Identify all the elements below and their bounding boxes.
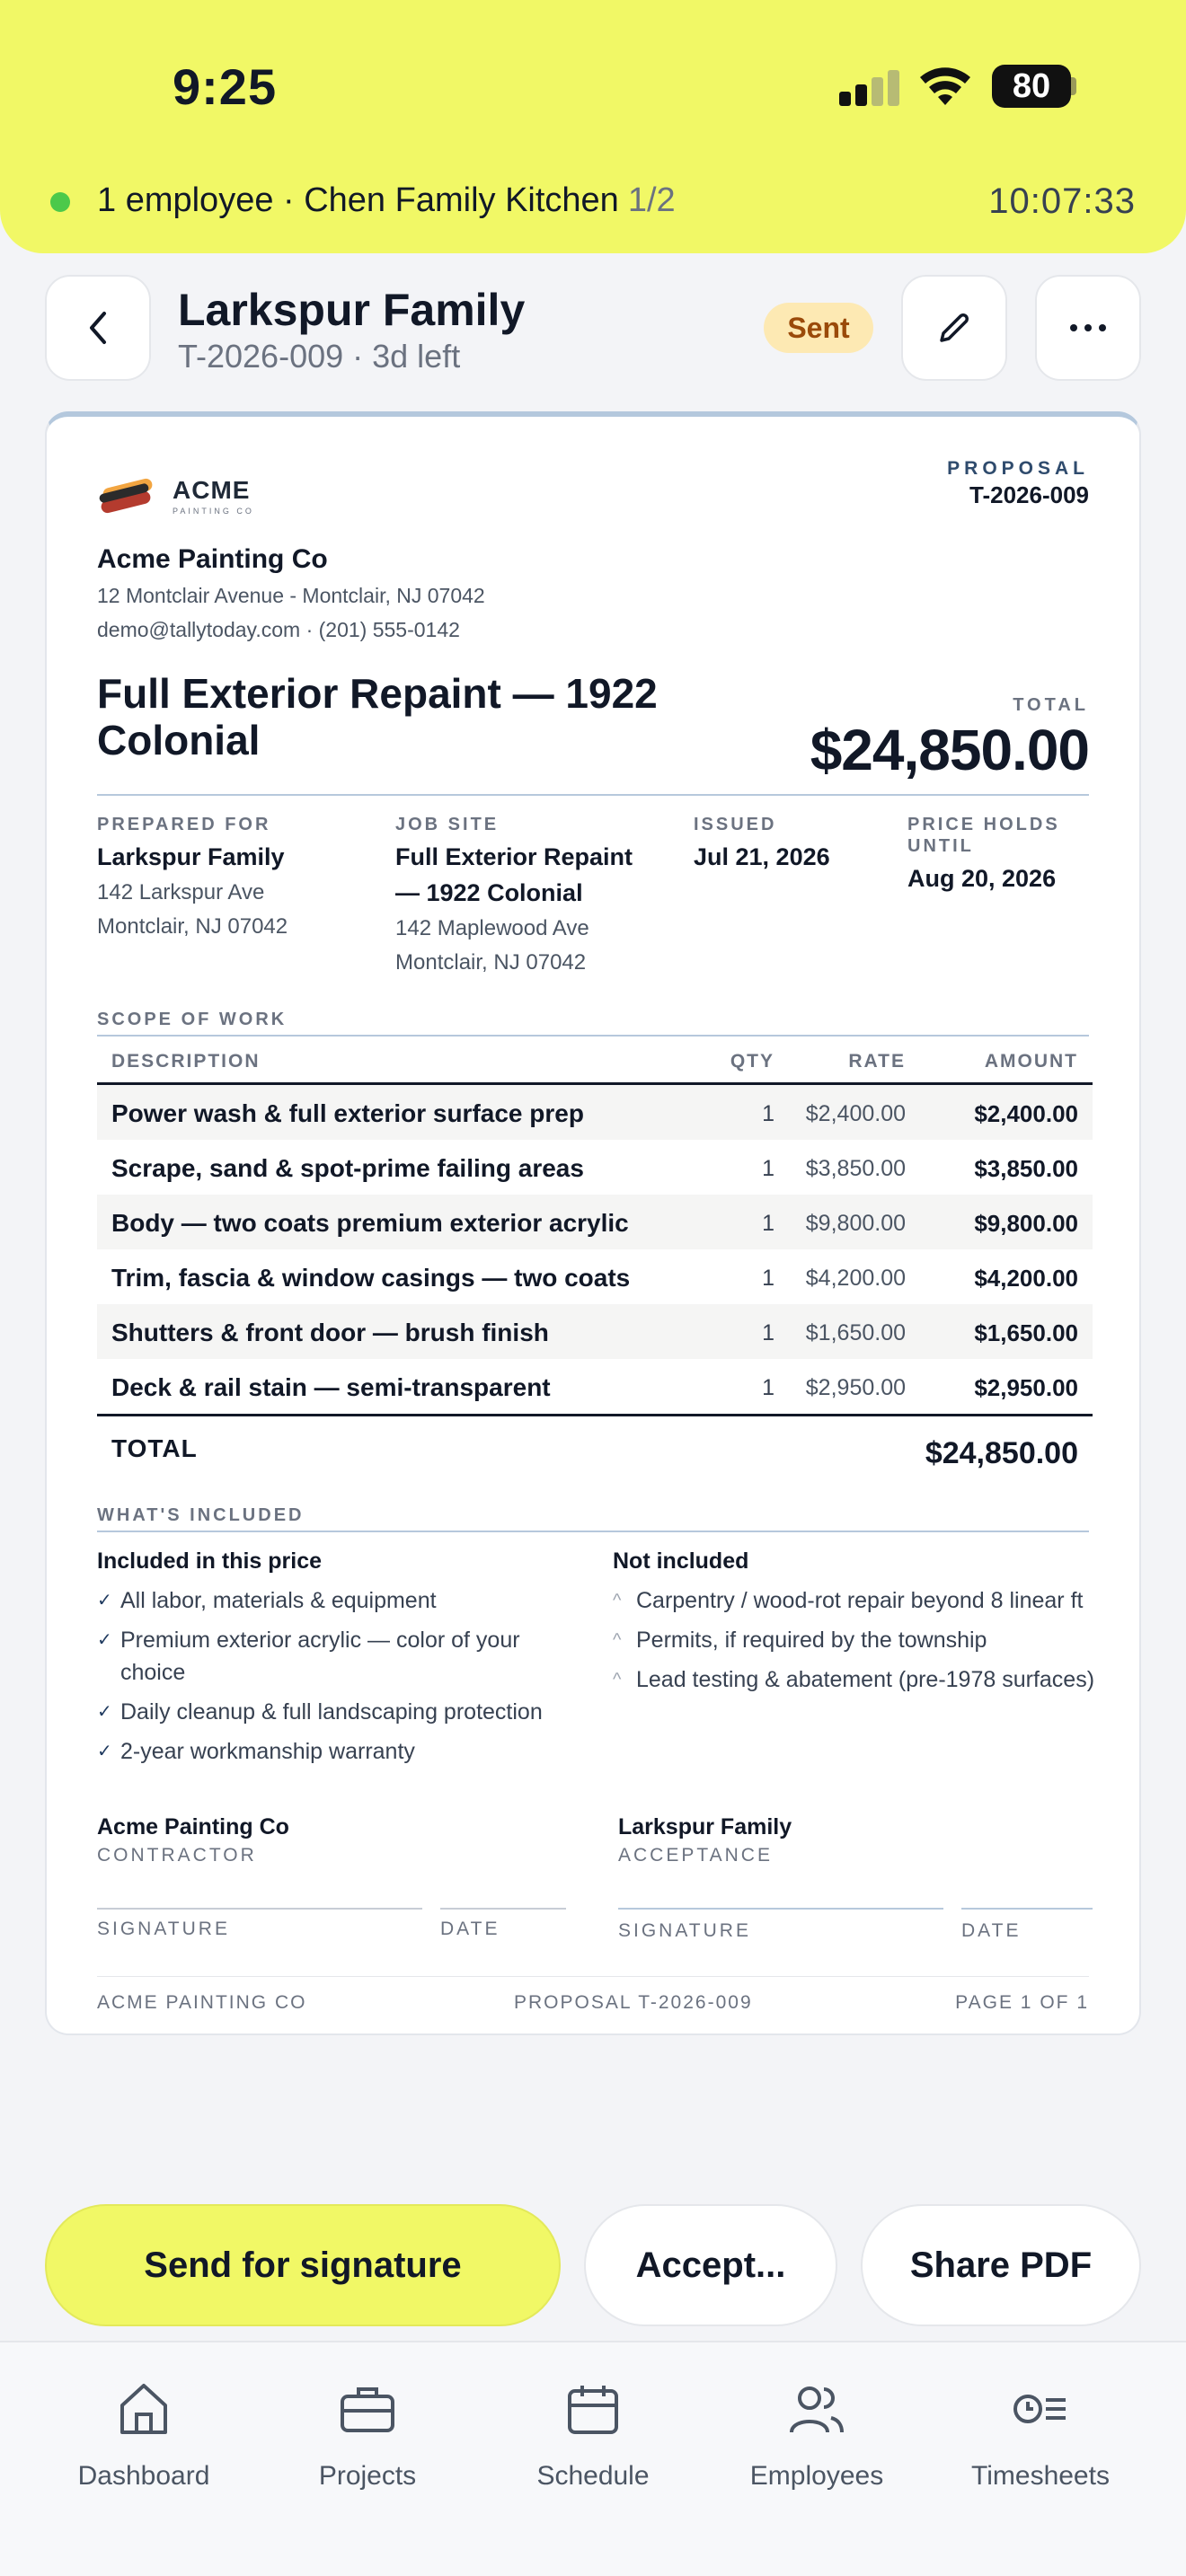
price-holds-date: Aug 20, 2026 xyxy=(907,865,1057,892)
company-name: Acme Painting Co xyxy=(97,544,328,574)
price-holds-label-line1: PRICE HOLDS xyxy=(907,815,1060,834)
row-amount: $4,200.00 xyxy=(974,1265,1078,1292)
job-title: Full Exterior Repaint — 1922 Colonial xyxy=(97,670,658,763)
prepared-for-address-line1: 142 Larkspur Ave xyxy=(97,880,265,904)
more-options-button[interactable] xyxy=(1035,275,1141,381)
row-rate: $2,950.00 xyxy=(805,1375,906,1400)
pencil-icon xyxy=(934,308,974,348)
row-description: Scrape, sand & spot-prime failing areas xyxy=(111,1154,584,1182)
column-header-rate: RATE xyxy=(848,1051,906,1072)
caret-icon: ^ xyxy=(613,1630,622,1650)
cellular-signal-icon xyxy=(839,70,902,106)
tab-employees[interactable] xyxy=(718,2373,916,2492)
footer-proposal: PROPOSAL T-2026-009 xyxy=(514,1992,753,2013)
brand-name: ACME xyxy=(173,476,251,504)
footer-divider xyxy=(97,1976,1089,1977)
proposal-document[interactable] xyxy=(45,411,1141,2035)
list-item xyxy=(613,1663,1098,1696)
row-qty: 1 xyxy=(762,1101,774,1126)
users-icon xyxy=(788,2382,845,2436)
tab-dashboard[interactable] xyxy=(45,2373,243,2492)
send-for-signature-button[interactable]: Send for signature xyxy=(45,2204,561,2326)
table-row xyxy=(97,1249,1093,1304)
client-signature-line[interactable] xyxy=(618,1908,943,1910)
divider xyxy=(97,1531,1089,1532)
contractor-date-label: DATE xyxy=(440,1919,500,1939)
calendar-icon xyxy=(566,2382,620,2436)
excluded-item-text: Carpentry / wood-rot repair beyond 8 linear ft xyxy=(636,1588,1084,1613)
edit-button[interactable] xyxy=(901,275,1007,381)
row-description: Power wash & full exterior surface prep xyxy=(111,1099,584,1127)
live-banner-page: 1/2 xyxy=(627,181,676,219)
total-amount: $24,850.00 xyxy=(810,718,1089,782)
table-row xyxy=(97,1304,1093,1359)
row-qty: 1 xyxy=(762,1375,774,1400)
included-item-text: Daily cleanup & full landscaping protection xyxy=(120,1699,543,1725)
job-site-address-line1: 142 Maplewood Ave xyxy=(395,916,589,940)
table-row xyxy=(97,1085,1093,1140)
job-site-label: JOB SITE xyxy=(395,815,500,834)
status-time: 9:25 xyxy=(173,58,278,115)
prepared-for-label: PREPARED FOR xyxy=(97,815,271,834)
row-amount: $1,650.00 xyxy=(974,1319,1078,1346)
issued-label: ISSUED xyxy=(694,815,777,834)
excluded-list xyxy=(613,1584,1098,1703)
contractor-date-line[interactable] xyxy=(440,1908,566,1910)
footer-company: ACME PAINTING CO xyxy=(97,1992,307,2013)
live-banner-text: 1 employee · Chen Family Kitchen xyxy=(97,181,619,219)
live-status-dot xyxy=(50,192,70,212)
row-description: Trim, fascia & window casings — two coats xyxy=(111,1264,631,1292)
table-header xyxy=(97,1037,1093,1085)
list-item xyxy=(97,1696,582,1728)
table-total-value: $24,850.00 xyxy=(925,1436,1078,1470)
row-qty: 1 xyxy=(762,1156,774,1181)
included-item-text: 2-year workmanship warranty xyxy=(120,1739,415,1764)
total-label: TOTAL xyxy=(1013,695,1089,715)
list-item xyxy=(613,1624,1098,1656)
row-description: Body — two coats premium exterior acrylic xyxy=(111,1209,629,1237)
page-title: Larkspur Family xyxy=(178,285,526,335)
column-header-description: DESCRIPTION xyxy=(111,1051,261,1072)
table-row xyxy=(97,1359,1093,1414)
status-badge: Sent xyxy=(764,303,873,353)
row-rate: $9,800.00 xyxy=(805,1211,906,1236)
caret-icon: ^ xyxy=(613,1591,622,1610)
list-item xyxy=(613,1584,1098,1617)
whats-included-label: WHAT'S INCLUDED xyxy=(97,1505,305,1525)
divider xyxy=(97,794,1089,796)
battery-tip xyxy=(1071,77,1076,95)
check-icon: ✓ xyxy=(97,1630,112,1650)
prepared-for-name: Larkspur Family xyxy=(97,843,285,870)
tab-projects[interactable] xyxy=(269,2373,466,2492)
caret-icon: ^ xyxy=(613,1670,622,1689)
excluded-item-text: Permits, if required by the township xyxy=(636,1628,987,1653)
column-header-amount: AMOUNT xyxy=(984,1051,1078,1072)
briefcase-icon xyxy=(339,2384,396,2434)
proposal-number: T-2026-009 xyxy=(969,481,1089,508)
client-role: ACCEPTANCE xyxy=(618,1845,773,1866)
scope-table xyxy=(97,1037,1093,1486)
list-item xyxy=(97,1584,582,1617)
job-site-name-line2: — 1922 Colonial xyxy=(395,879,583,906)
check-icon: ✓ xyxy=(97,1591,112,1610)
scope-of-work-label: SCOPE OF WORK xyxy=(97,1010,288,1029)
table-row xyxy=(97,1140,1093,1195)
job-site-name-line1: Full Exterior Repaint xyxy=(395,843,633,870)
table-total-label: TOTAL xyxy=(111,1434,198,1462)
chevron-left-icon xyxy=(83,308,113,348)
row-amount: $2,950.00 xyxy=(974,1374,1078,1401)
paint-roller-logo-icon xyxy=(97,476,162,519)
battery-indicator: 80 xyxy=(992,65,1071,108)
column-header-qty: QTY xyxy=(730,1051,774,1072)
footer-page: PAGE 1 OF 1 xyxy=(955,1992,1089,2013)
contractor-name: Acme Painting Co xyxy=(97,1814,289,1839)
share-pdf-button[interactable]: Share PDF xyxy=(861,2204,1141,2326)
row-amount: $2,400.00 xyxy=(974,1100,1078,1127)
back-button[interactable] xyxy=(45,275,151,381)
company-contact: demo@tallytoday.com · (201) 555-0142 xyxy=(97,618,460,641)
row-amount: $3,850.00 xyxy=(974,1155,1078,1182)
status-and-live-banner xyxy=(0,0,1186,253)
tab-label: Dashboard xyxy=(77,2461,210,2491)
company-address: 12 Montclair Avenue - Montclair, NJ 07042 xyxy=(97,584,485,607)
page-subtitle: T-2026-009 · 3d left xyxy=(178,338,461,375)
tab-schedule[interactable] xyxy=(494,2373,692,2492)
row-qty: 1 xyxy=(762,1320,774,1345)
accept-button[interactable]: Accept... xyxy=(584,2204,837,2326)
table-total-row xyxy=(97,1414,1093,1486)
included-item-text: Premium exterior acrylic — color of your choice xyxy=(120,1628,520,1685)
issued-date: Jul 21, 2026 xyxy=(694,843,830,870)
row-description: Shutters & front door — brush finish xyxy=(111,1319,549,1346)
contractor-role: CONTRACTOR xyxy=(97,1845,257,1866)
tab-label: Employees xyxy=(749,2461,884,2491)
live-timer: 10:07:33 xyxy=(988,181,1136,221)
check-icon: ✓ xyxy=(97,1702,112,1722)
row-rate: $3,850.00 xyxy=(805,1156,906,1181)
included-item-text: All labor, materials & equipment xyxy=(120,1588,437,1613)
row-qty: 1 xyxy=(762,1266,774,1291)
excluded-item-text: Lead testing & abatement (pre-1978 surfaces) xyxy=(636,1667,1095,1692)
job-site-address-line2: Montclair, NJ 07042 xyxy=(395,950,587,975)
row-rate: $1,650.00 xyxy=(805,1320,906,1345)
tab-label: Timesheets xyxy=(971,2461,1110,2491)
bottom-tab-bar xyxy=(0,2341,1186,2576)
proposal-label: PROPOSAL xyxy=(947,458,1089,479)
wifi-icon xyxy=(916,63,974,106)
tab-timesheets[interactable] xyxy=(942,2373,1139,2492)
brand-tagline: PAINTING CO xyxy=(173,507,254,516)
row-qty: 1 xyxy=(762,1211,774,1236)
row-amount: $9,800.00 xyxy=(974,1210,1078,1237)
row-rate: $4,200.00 xyxy=(805,1266,906,1291)
client-signature-label: SIGNATURE xyxy=(618,1920,751,1941)
row-description: Deck & rail stain — semi-transparent xyxy=(111,1373,551,1401)
list-item xyxy=(97,1624,582,1689)
timesheet-icon xyxy=(1012,2389,1069,2429)
home-icon xyxy=(117,2380,171,2438)
included-title: Included in this price xyxy=(97,1548,323,1574)
more-horizontal-icon xyxy=(1068,322,1108,333)
price-holds-label-line2: UNTIL xyxy=(907,836,974,856)
contractor-signature-label: SIGNATURE xyxy=(97,1919,230,1939)
prepared-for-address-line2: Montclair, NJ 07042 xyxy=(97,914,288,939)
excluded-title: Not included xyxy=(613,1548,749,1574)
contractor-signature-line[interactable] xyxy=(97,1908,422,1910)
client-date-label: DATE xyxy=(961,1920,1022,1941)
included-list xyxy=(97,1584,582,1775)
table-row xyxy=(97,1195,1093,1249)
client-date-line[interactable] xyxy=(961,1908,1093,1910)
row-rate: $2,400.00 xyxy=(805,1101,906,1126)
tab-label: Projects xyxy=(318,2461,417,2491)
check-icon: ✓ xyxy=(97,1742,112,1761)
live-banner[interactable] xyxy=(97,181,676,220)
list-item xyxy=(97,1735,582,1768)
client-name: Larkspur Family xyxy=(618,1814,792,1839)
tab-label: Schedule xyxy=(536,2461,650,2491)
